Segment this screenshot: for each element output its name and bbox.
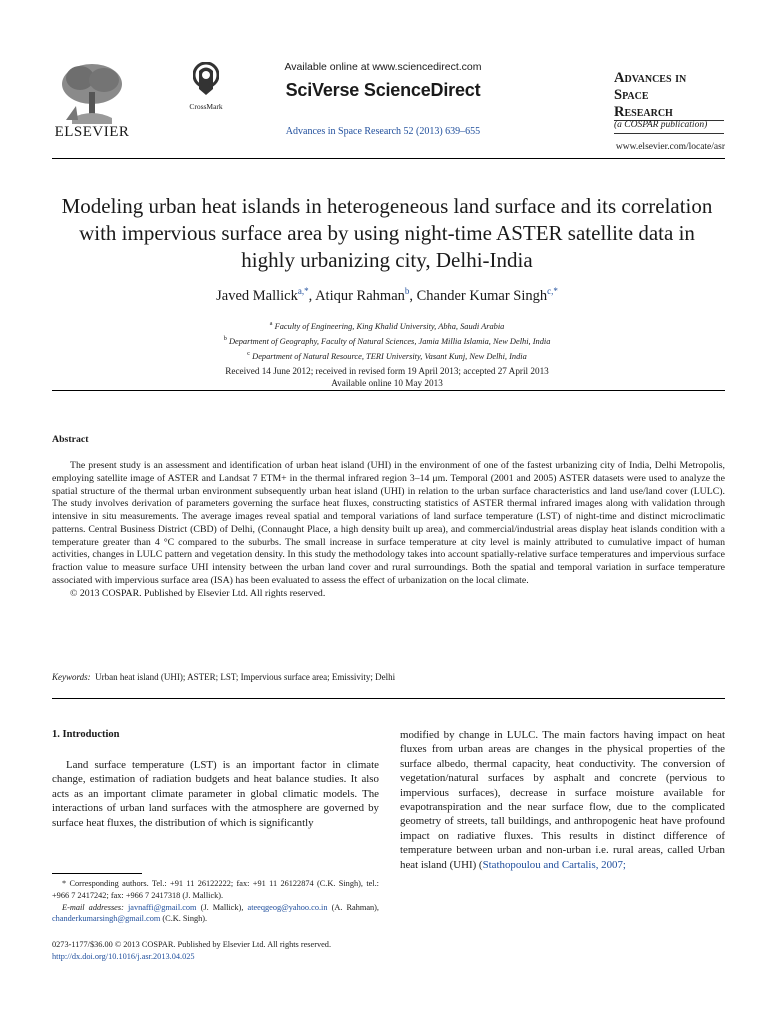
journal-name-line-1: Advances in bbox=[614, 70, 687, 86]
doi-link[interactable]: http://dx.doi.org/10.1016/j.asr.2013.04.025 bbox=[52, 952, 195, 961]
keywords bbox=[52, 672, 725, 682]
email-link[interactable]: javnaffi@gmail.com bbox=[127, 902, 197, 912]
title-divider bbox=[52, 390, 725, 391]
author-name: Chander Kumar Singh bbox=[416, 287, 548, 304]
email-link[interactable]: ateeqgeog@yahoo.co.in bbox=[247, 902, 328, 912]
email-label: E-mail addresses: bbox=[62, 902, 124, 912]
keywords-label: Keywords: bbox=[52, 672, 91, 682]
email-owner: (C.K. Singh). bbox=[160, 914, 208, 924]
affiliation-list bbox=[80, 318, 694, 364]
abstract-heading: Abstract bbox=[52, 434, 89, 445]
journal-name-line-3: Research bbox=[614, 104, 673, 120]
abstract-divider bbox=[52, 698, 725, 699]
author-list bbox=[60, 286, 714, 305]
corresponding-author-note: * Corresponding authors. Tel.: +91 11 26122222; fax: +91 11 26122874 (C.K. Singh), tel.: +966 7 2417242; fax: +966 7 2417318 (J. Mallick). bbox=[52, 879, 379, 900]
elsevier-tree-logo bbox=[52, 58, 132, 128]
author-affiliation-marker[interactable]: a,* bbox=[297, 286, 309, 296]
publisher-name: ELSEVIER bbox=[54, 124, 130, 140]
email-owner: (A. Rahman), bbox=[327, 902, 380, 912]
received-dates: Received 14 June 2012; received in revised form 19 April 2013; accepted 27 April 2013 bbox=[225, 366, 549, 376]
journal-citation-link[interactable]: Advances in Space Research 52 (2013) 639–655 bbox=[285, 126, 481, 137]
affiliation-text: Department of Geography, Faculty of Natural Sciences, Jamia Millia Islamia, New Delhi, India bbox=[228, 337, 551, 346]
author-name: Atiqur Rahman bbox=[315, 287, 405, 304]
citation-link[interactable]: Stathopoulou and Cartalis, 2007; bbox=[482, 858, 626, 871]
intro-paragraph-continued bbox=[400, 728, 725, 872]
author-name: Javed Mallick bbox=[216, 287, 298, 304]
platform-name[interactable]: SciVerse ScienceDirect bbox=[285, 80, 481, 100]
journal-name bbox=[614, 70, 734, 121]
available-online-date: Available online 10 May 2013 bbox=[331, 378, 443, 388]
intro-text: modified by change in LULC. The main factors having impact on heat fluxes from urban areas are changes in the physical properties of the surface albedo, thermal capacity, heat conductivity. The conversion of vegetation/natural surfaces by asphalt and concrete (pervious to impervious surfaces), decrease in surface moisture available for evapotranspiration and the near surface flow, due to the complicated geometry of streets, tall buildings, and anthropogenic heat have profound impact on radiative fluxes. This results in distinct difference of temperature between urban and non-urban i.e. rural areas, called Urban heat island (UHI) ( bbox=[400, 729, 725, 871]
crossmark-icon bbox=[193, 62, 219, 96]
right-column bbox=[400, 728, 725, 872]
issn-copyright: 0273-1177/$36.00 © 2013 COSPAR. Published by Elsevier Ltd. All rights reserved. bbox=[52, 940, 332, 949]
affiliation-text: Department of Natural Resource, TERI University, Vasant Kunj, New Delhi, India bbox=[252, 352, 527, 362]
intro-paragraph: Land surface temperature (LST) is an important factor in climate change, estimation of radiation budgets and heat balance studies. It also acts as an important climate parameter in global climatic models. The interactions of urban land surfaces with the atmosphere are governed by surface heat fluxes, the distribution of which is significantly bbox=[52, 759, 379, 829]
crossmark-badge[interactable] bbox=[183, 62, 229, 111]
affiliation-item bbox=[80, 348, 694, 363]
abstract-body bbox=[52, 460, 725, 600]
author-affiliation-marker[interactable]: b bbox=[404, 286, 410, 296]
footnote-divider bbox=[52, 873, 142, 874]
crossmark-label: CrossMark bbox=[189, 102, 223, 111]
keywords-list: Urban heat island (UHI); ASTER; LST; Impervious surface area; Emissivity; Delhi bbox=[95, 672, 396, 682]
abstract-copyright: © 2013 COSPAR. Published by Elsevier Ltd. All rights reserved. bbox=[70, 587, 326, 599]
available-online-text: Available online at www.sciencedirect.com bbox=[284, 61, 482, 73]
section-heading: 1. Introduction bbox=[52, 729, 120, 740]
affiliation-marker: b bbox=[223, 335, 227, 343]
footnotes bbox=[52, 878, 379, 925]
journal-subtitle-divider bbox=[614, 133, 724, 134]
affiliation-text: Faculty of Engineering, King Khalid University, Abha, Saudi Arabia bbox=[274, 321, 505, 331]
author-affiliation-marker[interactable]: c,* bbox=[547, 286, 558, 296]
journal-url-link[interactable]: www.elsevier.com/locate/asr bbox=[615, 142, 725, 152]
email-link[interactable]: chanderkumarsingh@gmail.com bbox=[52, 914, 161, 924]
email-addresses bbox=[52, 902, 379, 926]
affiliation-marker: a bbox=[269, 320, 273, 327]
author-separator: , bbox=[308, 287, 316, 304]
affiliation-item bbox=[80, 333, 694, 348]
header-divider bbox=[52, 158, 725, 159]
journal-name-line-2: Space bbox=[614, 87, 649, 103]
abstract-text: The present study is an assessment and identification of urban heat island (UHI) in the environment of one of the fastest urbanizing city of India, Delhi Metropolis, employing satellite image of ASTER and Landsat 7 ETM+ in the thermal infrared region 3–14 μm. Temporal (2001 and 2005) ASTER datasets were used to analyze the spatial structure of the thermal urban environment subsequently urban heat island (UHI) in relation to the urban surface characteristics and land use/land cover (LULC). The study involves derivation of parameters governing the surface heat fluxes, constructing statistics of ASTER thermal infrared images along with validation through intensive in situ measurements. The average images reveal spatial and temporal variations of land surface temperature (LST) of night-time and distinct microclimatic patterns. Central Business District (CBD) of Delhi, (Connaught Place, a high density built up area), and commercial/industrial areas display heat islands condition with a temperature greater than 4 °C compared to the suburbs. The small increase in surface temperature at city level is mainly attributed to cumulative impact of human activities, changes in LULC pattern and vegetation density. In this study the methodology takes into account spatially-relative surface temperatures and impervious surface fraction value to measure surface UHI intensity between the urban land cover and rural surroundings. Both the spatial and temporal variation in surface temperature associated with impervious surface area (ISA) has been evaluated to assess the effect of urbanization on the local climate. bbox=[52, 460, 725, 586]
article-dates bbox=[80, 365, 694, 389]
article-title: Modeling urban heat islands in heterogeneous land surface and its correlation with impervious surface area by using night-time ASTER satellite data in highly urbanizing city, Delhi-India bbox=[61, 194, 713, 272]
affiliation-marker: c bbox=[247, 350, 251, 358]
journal-subtitle: (a COSPAR publication) bbox=[614, 120, 708, 130]
affiliation-item bbox=[80, 318, 694, 333]
email-owner: (J. Mallick), bbox=[196, 902, 248, 912]
author-separator: , bbox=[409, 287, 417, 304]
left-column bbox=[52, 758, 379, 830]
